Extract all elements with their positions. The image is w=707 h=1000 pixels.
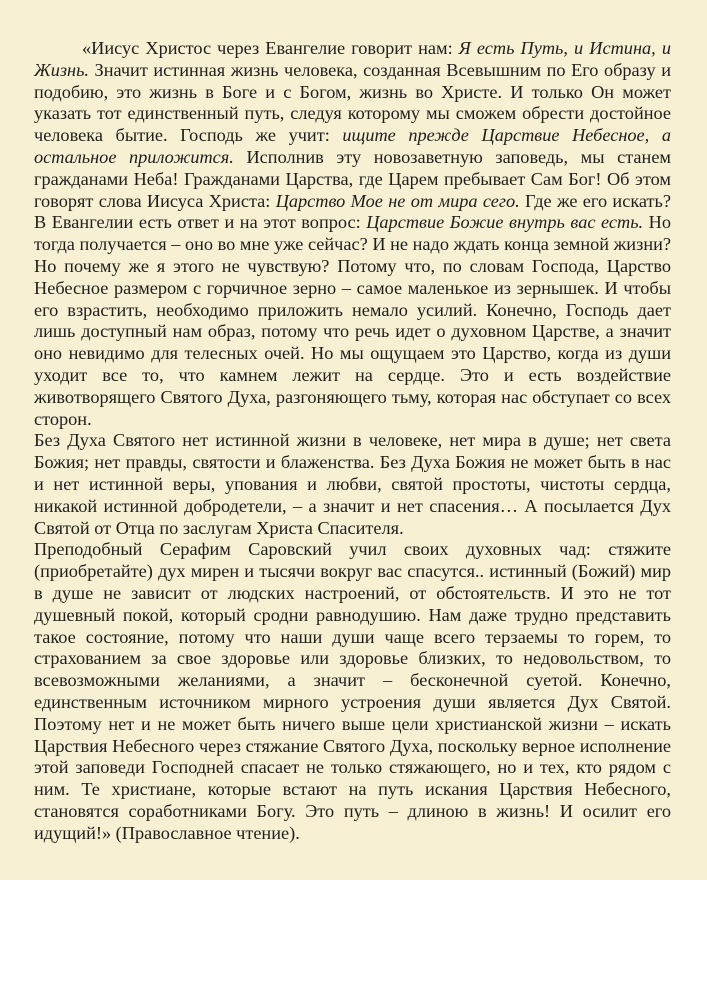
scripture-quote: Царствие Божие внутрь вас есть. [366, 212, 644, 233]
text-segment: Значит истинная жизнь человека, созданная Всевышним по Его образу и подобию, это жизнь в Боге и с Богом, жизнь во Христе. И только Он может указать тот единственный путь, следуя которому мы сможем обрести достойное человека бытие. Господь же учит: [34, 59, 671, 146]
paragraph-3 [34, 539, 671, 844]
article-text [34, 38, 671, 844]
text-segment: Без Духа Святого нет истинной жизни в человеке, нет мира в душе; нет света Божия; нет правды, святости и блаженства. Без Духа Божия не может быть в нас и нет истинной веры, упования и любви, святой простоты, чистоты сердца, никакой истинной добродетели, – а значит и нет спасения… А посылается Дух Святой от Отца по заслугам Христа Спасителя. [34, 430, 671, 538]
text-segment: «Иисус Христос через Евангелие говорит нам: [82, 38, 459, 58]
scripture-quote: Царство Мое не от мира сего. [275, 190, 520, 211]
text-segment: Исполнив эту новозаветную заповедь, мы станем гражданами Неба! Гражданами Царства, где Царем пребывает Сам Бог! Об этом говорят слова Иисуса Христа: [34, 146, 671, 211]
paragraph-1 [34, 38, 671, 430]
text-segment: Где же его искать? В Евангелии есть ответ и на этот вопрос: [34, 190, 671, 233]
paragraph-2 [34, 430, 671, 539]
scripture-quote: ищите прежде Царствие Небесное, а остальное приложится. [34, 125, 671, 167]
text-segment: Преподобный Серафим Саровский учил своих духовных чад: стяжите (приобретайте) дух мирен и тысячи вокруг вас спасутся.. истинный (Божий) мир в душе не зависит от людских настроений, от обстоятельств. И это не тот душевный покой, который сродни равнодушию. Нам даже трудно представить такое состояние, потому что наши души чаще всего терзаемы то горем, то страхованием за свое здоровье или здоровье близких, то недовольством, то всевозможными желаниями, а значит – бесконечной суетой. Конечно, единственным источником мирного устроения души является Дух Святой. Поэтому нет и не может быть ничего выше цели христианской жизни – искать Царствия Небесного через стяжание Святого Духа, поскольку верное исполнение этой заповеди Господней спасает не только стяжающего, но и тех, кто рядом с ним. Те христиане, которые встают на путь искания Царствия Небесного, становятся соработниками Богу. Это путь – длиною в жизнь! И осилит его идущий!» (Православное чтение). [34, 539, 671, 843]
scripture-quote: Я есть Путь, и Истина, и Жизнь. [34, 38, 671, 80]
text-segment: Но тогда получается – оно во мне уже сейчас? И не надо ждать конца земной жизни? Но почему же я этого не чувствую? Потому что, по словам Господа, Царство Небесное размером с горчичное зерно – самое маленькое из зернышек. И чтобы его взрастить, необходимо приложить немало усилий. Конечно, Господь дает лишь доступный нам образ, потому что речь идет о духовном Царстве, а значит оно невидимо для телесных очей. Но мы ощущаем это Царство, когда из души уходит все то, что камнем лежит на сердце. Это и есть воздействие животворящего Святого Духа, разгоняющего тьму, которая нас обступает со всех сторон. [34, 212, 671, 429]
